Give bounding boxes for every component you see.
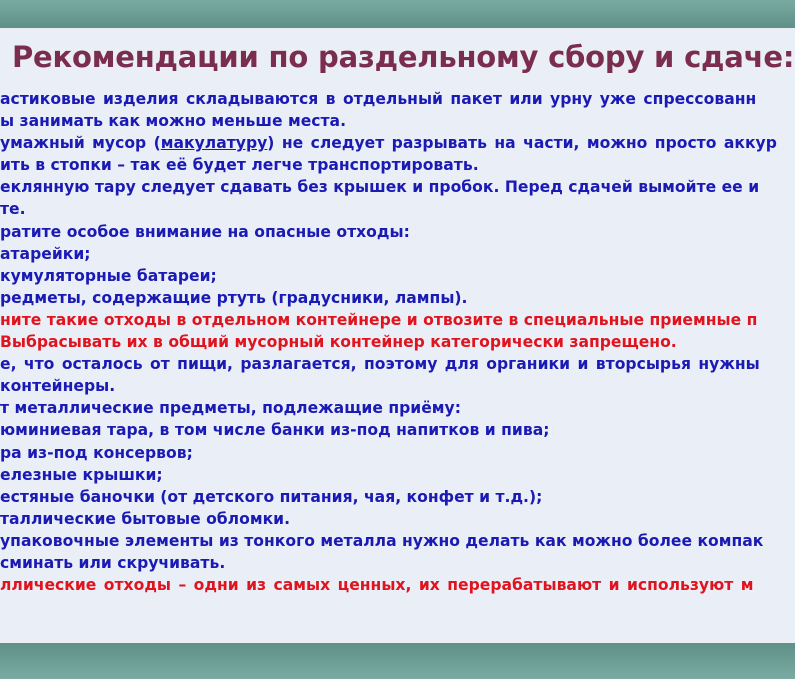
text-line-15: т металлические предметы, подлежащие приёму: xyxy=(0,399,461,418)
text-line-2: ы занимать как можно меньше места. xyxy=(0,112,346,131)
warning-line-1: ните такие отходы в отдельном контейнере и отвозите в специальные приемные п xyxy=(0,310,758,329)
text-line-17: ра из-под консервов; xyxy=(0,443,193,462)
text-line-10: редметы, содержащие ртуть (градусники, лампы). xyxy=(0,288,468,307)
recommendations-list xyxy=(0,88,795,596)
text-line-18: елезные крышки; xyxy=(0,465,163,484)
text-line-8: атарейки; xyxy=(0,244,91,263)
warning-line-2: Выбрасывать их в общий мусорный контейнер категорически запрещено. xyxy=(0,333,677,352)
text-line-3 xyxy=(0,132,795,154)
text-line-21: упаковочные элементы из тонкого металла нужно делать как можно более компак xyxy=(0,531,764,550)
text-line-5: еклянную тару следует сдавать без крышек и пробок. Перед сдачей вымойте ее и xyxy=(0,178,760,197)
text-line-9: кумуляторные батареи; xyxy=(0,266,217,285)
slide xyxy=(0,28,795,643)
text-line-16: юминиевая тара, в том числе банки из-под напитков и пива; xyxy=(0,421,550,440)
text-line-19: естяные баночки (от детского питания, чая, конфет и т.д.); xyxy=(0,487,543,506)
text-line-7: ратите особое внимание на опасные отходы: xyxy=(0,222,410,241)
text-line-22: сминать или скручивать. xyxy=(0,553,226,572)
text-line-3-end: ) не следует разрывать на части, можно просто аккур xyxy=(267,134,777,153)
makulatura-link[interactable]: макулатуру xyxy=(160,134,268,153)
text-line-1: астиковые изделия складываются в отдельный пакет или урну уже спрессованн xyxy=(0,90,757,108)
text-line-4: ить в стопки – так её будет легче транспортировать. xyxy=(0,156,479,175)
text-line-14: контейнеры. xyxy=(0,377,116,396)
text-line-6: те. xyxy=(0,200,26,219)
text-line-20: таллические бытовые обломки. xyxy=(0,509,290,528)
warning-line-3: ллические отходы – одни из самых ценных, их перерабатывают и используют м xyxy=(0,576,754,595)
text-line-13: е, что осталось от пищи, разлагается, поэтому для органики и вторсырья нужны xyxy=(0,355,760,374)
text-line-3-start: умажный мусор ( xyxy=(0,134,161,153)
top-band xyxy=(0,0,795,28)
slide-title: Рекомендации по раздельному сбору и сдаче: xyxy=(12,40,795,74)
bottom-band xyxy=(0,643,795,679)
